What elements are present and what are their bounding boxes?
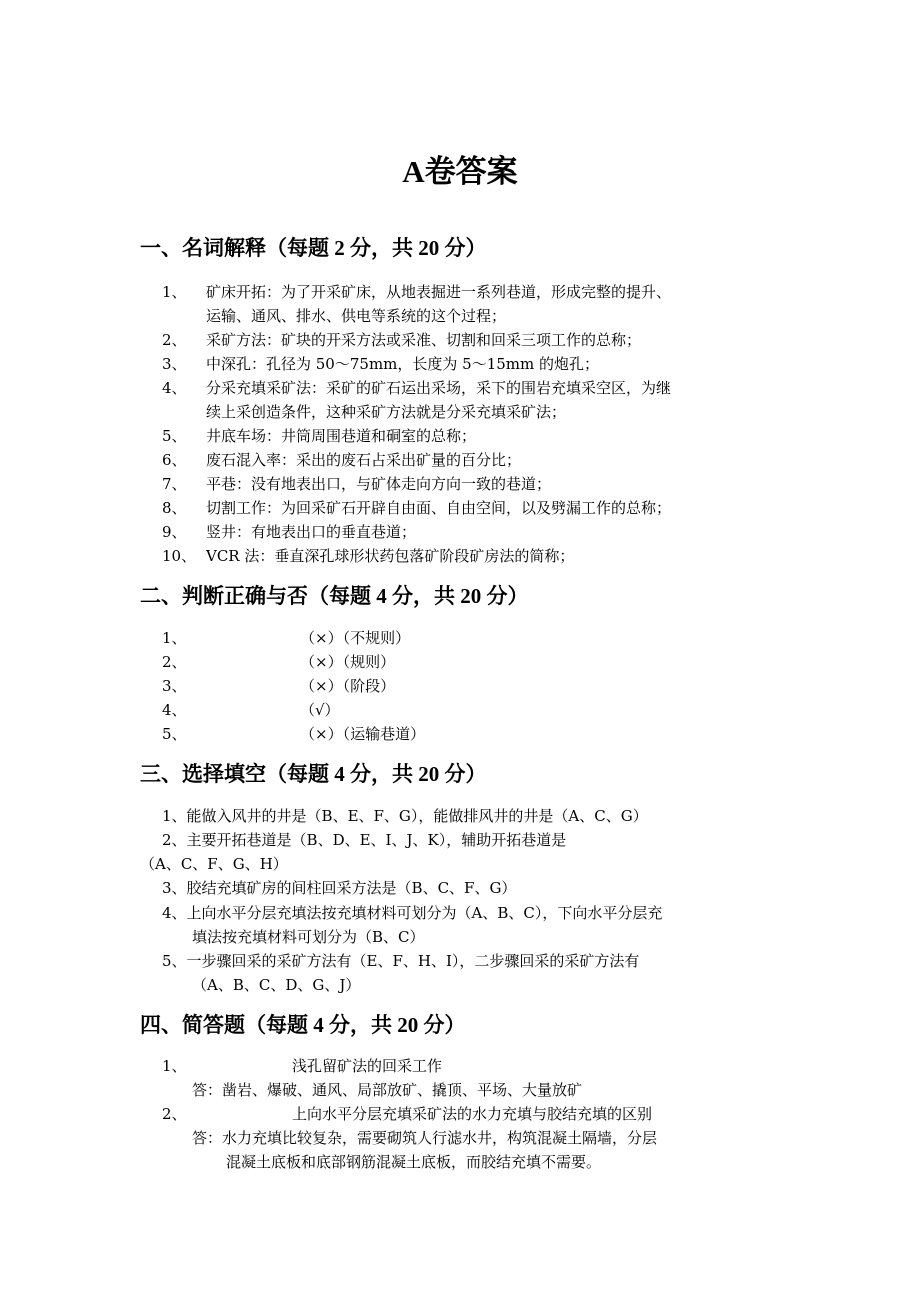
s3-line-5: 4、上向水平分层充填法按充填材料可划分为（A、B、C），下向水平分层充 bbox=[162, 904, 663, 922]
s4-item-2-question: 上向水平分层充填采矿法的水力充填与胶结充填的区别 bbox=[292, 1105, 653, 1123]
s1-item-8-line-1: 切割工作：为回采矿石开辟自由面、自由空间，以及劈漏工作的总称； bbox=[206, 499, 672, 517]
s2-item-2-number: 2、 bbox=[162, 653, 187, 671]
s1-item-3-number: 3、 bbox=[162, 355, 187, 373]
s1-item-2-line-1: 采矿方法：矿块的开采方法或采准、切割和回采三项工作的总称； bbox=[206, 331, 642, 349]
s4-item-1-answer-line-1: 答：凿岩、爆破、通风、局部放矿、撬顶、平场、大量放矿 bbox=[192, 1081, 583, 1099]
s1-item-5-number: 5、 bbox=[162, 427, 187, 445]
s2-item-5-answer: （×）（运输巷道） bbox=[300, 725, 426, 743]
section-1-heading: 一、名词解释（每题 2 分，共 20 分） bbox=[140, 236, 487, 260]
s2-item-1-answer: （×）（不规则） bbox=[300, 629, 411, 647]
s1-item-9-line-1: 竖井：有地表出口的垂直巷道； bbox=[206, 523, 417, 541]
s1-item-1-line-1: 矿床开拓：为了开采矿床，从地表掘进一系列巷道，形成完整的提升、 bbox=[206, 283, 672, 301]
s2-item-3-number: 3、 bbox=[162, 677, 187, 695]
s4-item-2-number: 2、 bbox=[162, 1105, 187, 1123]
section-4-heading: 四、简答题（每题 4 分，共 20 分） bbox=[140, 1013, 466, 1037]
s1-item-7-line-1: 平巷：没有地表出口，与矿体走向方向一致的巷道； bbox=[206, 475, 552, 493]
s1-item-1-line-2: 运输、通风、排水、供电等系统的这个过程； bbox=[206, 307, 507, 325]
s4-item-1-question: 浅孔留矿法的回采工作 bbox=[292, 1057, 443, 1075]
s4-item-2-answer-line-2: 混凝土底板和底部钢筋混凝土底板，而胶结充填不需要。 bbox=[226, 1153, 602, 1171]
section-2-heading: 二、判断正确与否（每题 4 分，共 20 分） bbox=[140, 584, 529, 608]
s3-line-2: 2、主要开拓巷道是（B、D、E、I、J、K），辅助开拓巷道是 bbox=[162, 831, 567, 849]
s1-item-6-number: 6、 bbox=[162, 451, 187, 469]
s1-item-5-line-1: 井底车场：井筒周围巷道和硐室的总称； bbox=[206, 427, 477, 445]
s2-item-3-answer: （×）（阶段） bbox=[300, 677, 396, 695]
s1-item-1-number: 1、 bbox=[162, 283, 187, 301]
s1-item-8-number: 8、 bbox=[162, 499, 187, 517]
s4-item-1-number: 1、 bbox=[162, 1057, 187, 1075]
s2-item-4-answer: （√） bbox=[300, 701, 340, 719]
s4-item-2-answer-line-1: 答：水力充填比较复杂，需要砌筑人行滤水井，构筑混凝土隔墙，分层 bbox=[192, 1129, 658, 1147]
s2-item-1-number: 1、 bbox=[162, 629, 187, 647]
s1-item-3-line-1: 中深孔：孔径为 50～75mm，长度为 5～15mm 的炮孔； bbox=[206, 355, 600, 373]
s1-item-4-number: 4、 bbox=[162, 379, 187, 397]
s3-line-6: 填法按充填材料可划分为（B、C） bbox=[192, 928, 425, 946]
s1-item-4-line-2: 续上采创造条件，这种采矿方法就是分采充填采矿法； bbox=[206, 403, 567, 421]
s1-item-7-number: 7、 bbox=[162, 475, 187, 493]
s3-line-3: （A、C、F、G、H） bbox=[140, 855, 288, 873]
s1-item-2-number: 2、 bbox=[162, 331, 187, 349]
s1-item-10-line-1: VCR 法：垂直深孔球形状药包落矿阶段矿房法的简称； bbox=[206, 547, 575, 565]
s1-item-9-number: 9、 bbox=[162, 523, 187, 541]
s1-item-10-number: 10、 bbox=[162, 547, 197, 565]
s2-item-5-number: 5、 bbox=[162, 725, 187, 743]
s2-item-4-number: 4、 bbox=[162, 701, 187, 719]
page-title: A卷答案 bbox=[402, 154, 518, 189]
section-3-heading: 三、选择填空（每题 4 分，共 20 分） bbox=[140, 762, 487, 786]
s1-item-6-line-1: 废石混入率：采出的废石占采出矿量的百分比； bbox=[206, 451, 522, 469]
s1-item-4-line-1: 分采充填采矿法：采矿的矿石运出采场，采下的围岩充填采空区，为继 bbox=[206, 379, 672, 397]
s3-line-4: 3、胶结充填矿房的间柱回采方法是（B、C、F、G） bbox=[162, 879, 517, 897]
s3-line-1: 1、能做入风井的井是（B、E、F、G），能做排风井的井是（A、C、G） bbox=[162, 807, 648, 825]
s3-line-8: （A、B、C、D、G、J） bbox=[192, 976, 361, 994]
s3-line-7: 5、一步骤回采的采矿方法有（E、F、H、I），二步骤回采的采矿方法有 bbox=[162, 952, 640, 970]
s2-item-2-answer: （×）（规则） bbox=[300, 653, 396, 671]
